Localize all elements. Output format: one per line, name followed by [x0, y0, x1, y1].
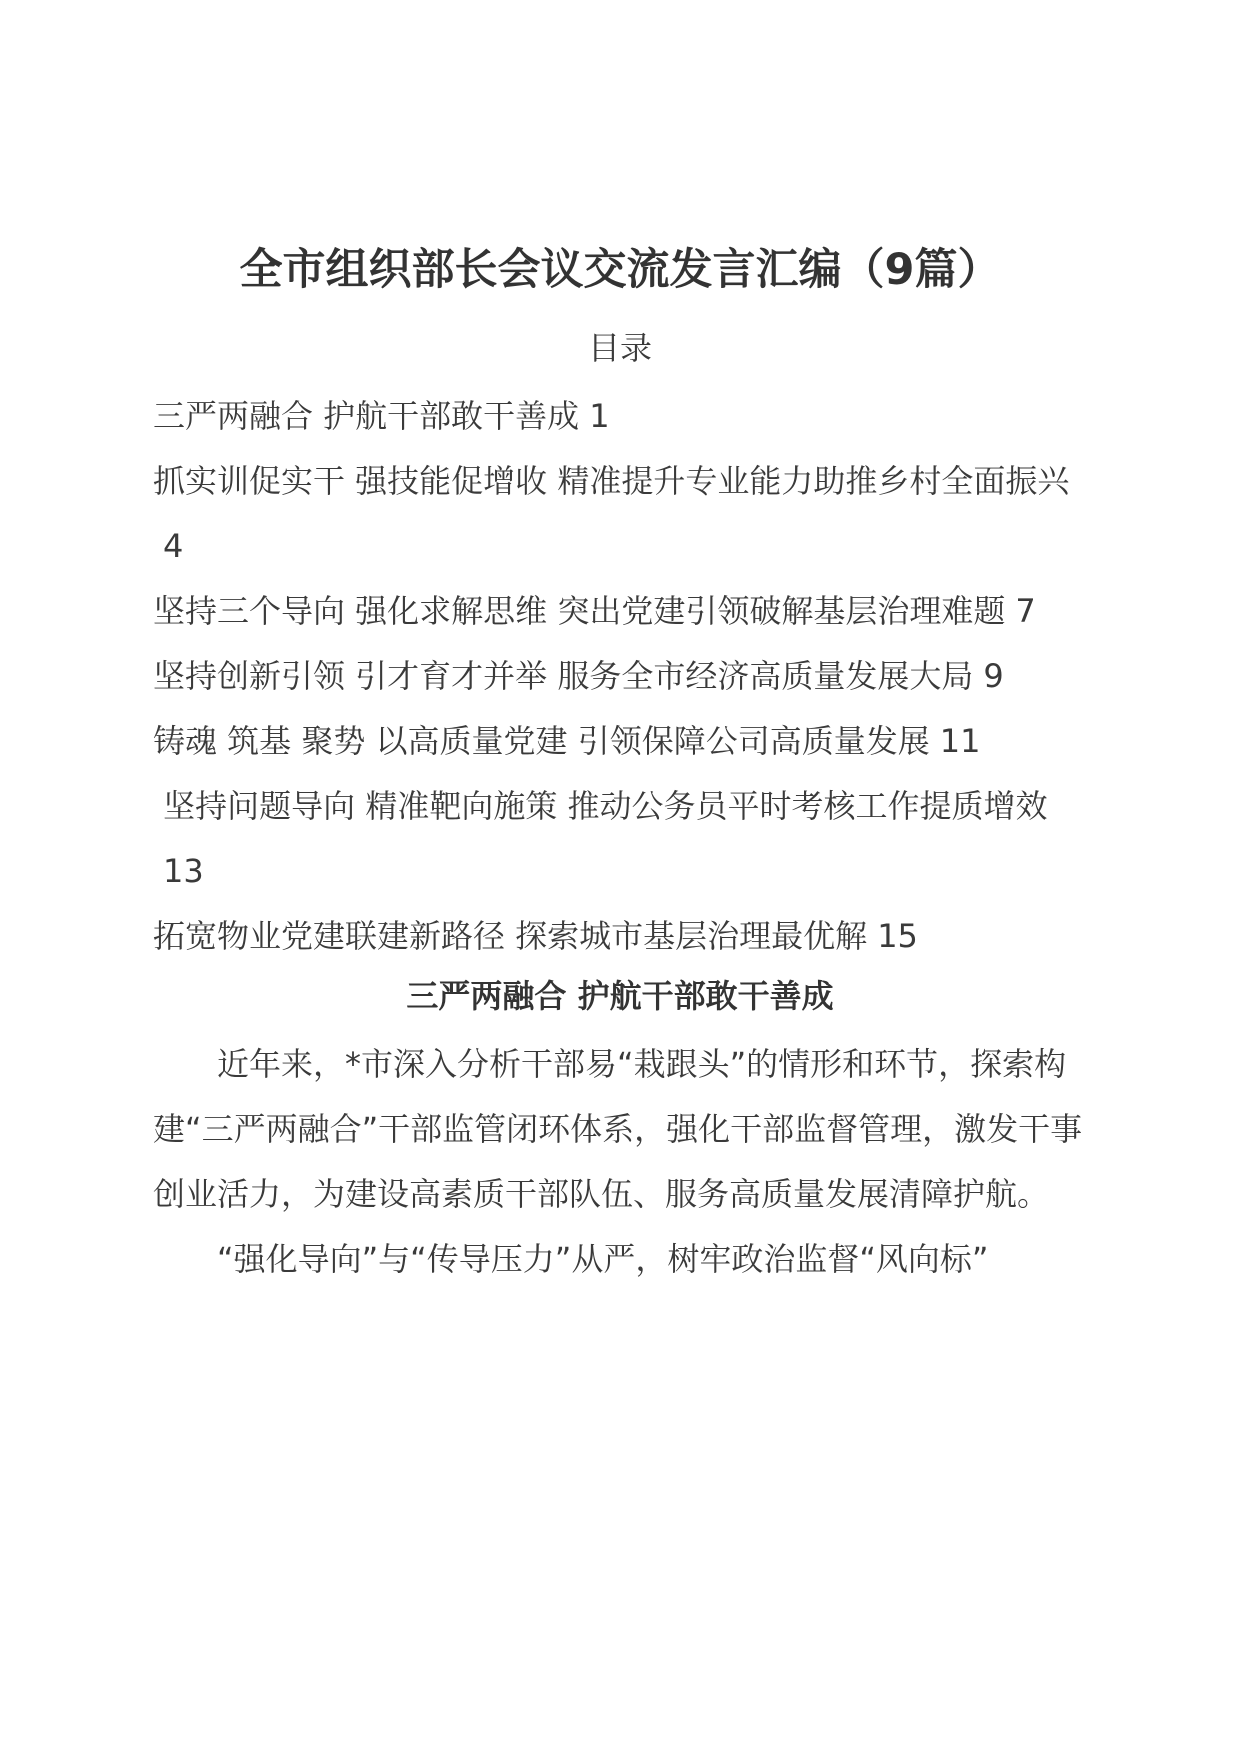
toc-item-text: 坚持问题导向 精准靶向施策 推动公务员平时考核工作提质增效: [153, 787, 1048, 825]
toc-item-text: 三严两融合 护航干部敢干善成: [153, 397, 580, 435]
toc-item-text: 铸魂 筑基 聚势 以高质量党建 引领保障公司高质量发展: [153, 722, 930, 760]
toc-item-page: 9: [983, 657, 1004, 695]
toc-item-page: 13: [163, 852, 204, 890]
toc-item-text: 抓实训促实干 强技能促增收 精准提升专业能力助推乡村全面振兴: [153, 462, 1070, 500]
toc-heading: 目录: [587, 329, 652, 367]
toc-item[interactable]: [153, 384, 1083, 449]
toc-item-text: 拓宽物业党建联建新路径 探索城市基层治理最优解: [153, 917, 868, 955]
toc-item[interactable]: [153, 644, 1083, 709]
toc-item[interactable]: [153, 904, 1083, 969]
toc-item-page: 11: [939, 722, 981, 760]
toc-item-page: 1: [589, 397, 610, 435]
table-of-contents: [153, 384, 1083, 969]
toc-item[interactable]: [153, 774, 1083, 904]
toc-item[interactable]: [153, 579, 1083, 644]
body-paragraph: “强化导向”与“传导压力”从严，树牢政治监督“风向标”: [217, 1240, 989, 1278]
toc-item[interactable]: [153, 449, 1083, 579]
toc-item-text: 坚持三个导向 强化求解思维 突出党建引领破解基层治理难题: [153, 592, 1006, 630]
section-body: [153, 1032, 1083, 1292]
toc-item-page: 15: [877, 917, 918, 955]
section-title: 三严两融合 护航干部敢干善成: [406, 977, 834, 1015]
toc-item-page: 7: [1015, 592, 1036, 630]
toc-item[interactable]: [153, 709, 1083, 774]
document-title: 全市组织部长会议交流发言汇编（9篇）: [239, 245, 1001, 295]
body-paragraph: 近年来，*市深入分析干部易“栽跟头”的情形和环节，探索构建“三严两融合”干部监管闭环体系，强化干部监督管理，激发干事创业活力，为建设高素质干部队伍、服务高质量发展清障护航。: [153, 1045, 1083, 1213]
toc-item-page: 4: [163, 527, 184, 565]
toc-item-text: 坚持创新引领 引才育才并举 服务全市经济高质量发展大局: [153, 657, 974, 695]
